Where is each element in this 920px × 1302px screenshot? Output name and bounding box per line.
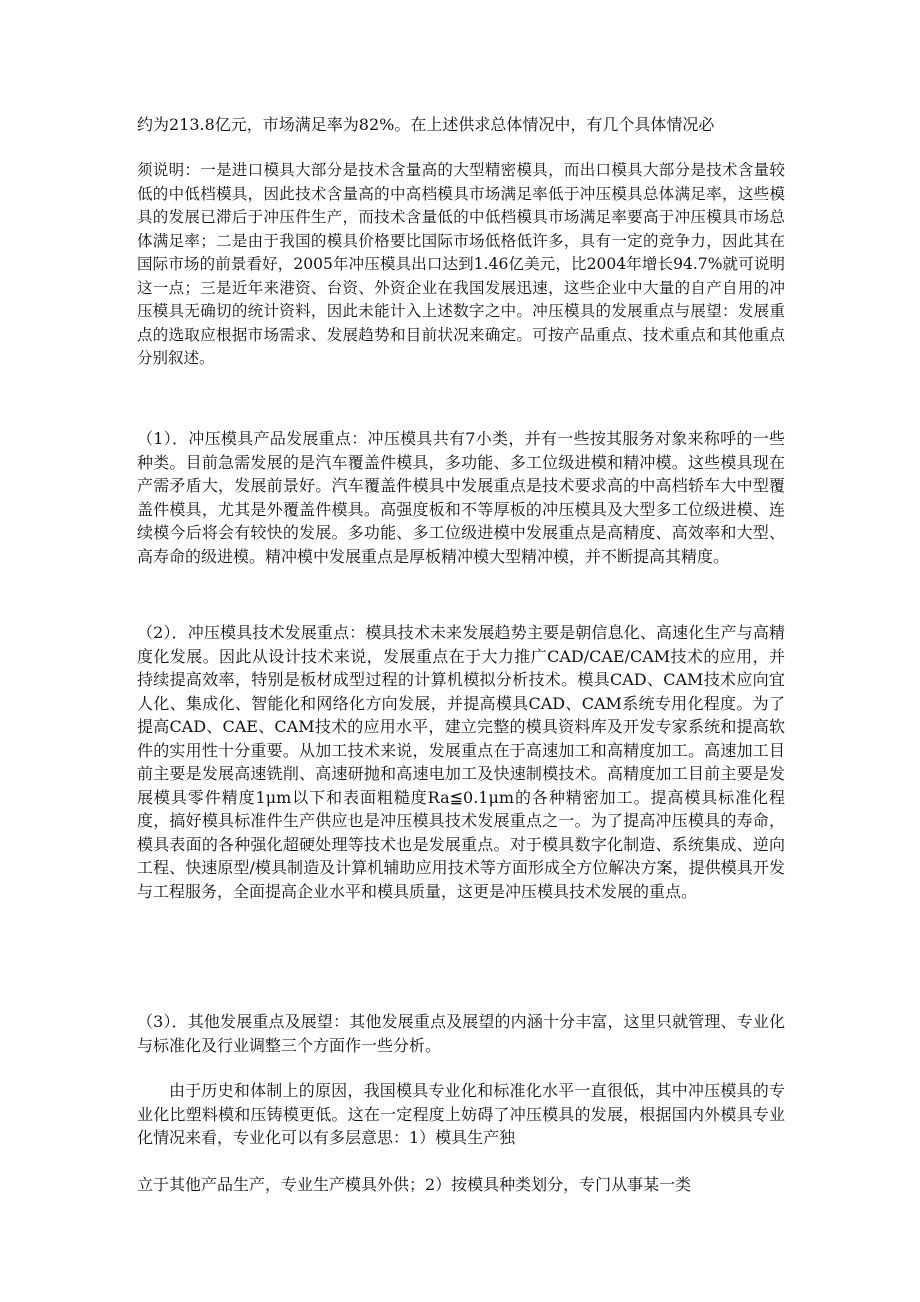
- paragraph-supply-demand-notes: 须说明：一是进口模具大部分是技术含量高的大型精密模具，而出口模具大部分是技术含量较低的中低档模具，因此技术含量高的中高档模具市场满足率低于冲压模具总体满足率，这些模具的发展已滞后于冲压件生产，而技术含量低的中低档模具市场满足率要高于冲压模具市场总体满足率；二是由于我国的模具价格要比国际市场低格低许多，具有一定的竞争力，因此其在国际市场的前景看好，2005年冲压模具出口达到1.46亿美元，比2004年增长94.7%就可说明这一点；三是近年来港资、台资、外资企业在我国发展迅速，这些企业中大量的自产自用的冲压模具无确切的统计资料，因此未能计入上述数字之中。冲压模具的发展重点与展望：发展重点的选取应根据市场需求、发展趋势和目前状况来确定。可按产品重点、技术重点和其他重点分别叙述。: [137, 161, 785, 367]
- paragraph-product-focus: （1）．冲压模具产品发展重点：冲压模具共有7小类，并有一些按其服务对象来称呼的一些种类。目前急需发展的是汽车覆盖件模具，多功能、多工位级进模和精冲模。这些模具现在产需矛盾大，发展前景好。汽车覆盖件模具中发展重点是技术要求高的中高档轿车大中型覆盖件模具，尤其是外覆盖件模具。高强度板和不等厚板的冲压模具及大型多工位级进模、连续模今后将会有较快的发展。多功能、多工位级进模中发展重点是高精度、高效率和大型、高寿命的级进模。精冲模中发展重点是厚板精冲模大型精冲模，并不断提高其精度。: [137, 429, 785, 566]
- paragraph-specialization-continued: 立于其他产品生产，专业生产模具外供；2）按模具种类划分，专门从事某一类: [137, 1175, 692, 1194]
- paragraph-technology-focus: （2）．冲压模具技术发展重点：模具技术未来发展趋势主要是朝信息化、高速化生产与高精度化发展。因此从设计技术来说，发展重点在于大力推广CAD/CAE/CAM技术的应用，并持续提高效率，特别是板材成型过程的计算机模拟分析技术。模具CAD、CAM技术应向宜人化、集成化、智能化和网络化方向发展，并提高模具CAD、CAM系统专用化程度。为了提高CAD、CAE、CAM技术的应用水平，建立完整的模具资料库及开发专家系统和提高软件的实用性十分重要。从加工技术来说，发展重点在于高速加工和高精度加工。高速加工目前主要是发展高速铣削、高速研抛和高速电加工及快速制模技术。高精度加工目前主要是发展模具零件精度1μm以下和表面粗糙度Ra≦0.1μm的各种精密加工。提高模具标准化程度，搞好模具标准件生产供应也是冲压模具技术发展重点之一。为了提高冲压模具的寿命，模具表面的各种强化超硬处理等技术也是发展重点。对于模具数字化制造、系统集成、逆向工程、快速原型/模具制造及计算机辅助应用技术等方面形成全方位解决方案，提供模具开发与工程服务，全面提高企业水平和模具质量，这更是冲压模具技术发展的重点。: [137, 623, 785, 901]
- paragraph-specialization: 由于历史和体制上的原因，我国模具专业化和标准化水平一直很低，其中冲压模具的专业化比塑料模和压铸模更低。这在一定程度上妨碍了冲压模具的发展，根据国内外模具专业化情况来看，专业化可以有多层意思：1）模具生产独: [137, 1081, 785, 1147]
- paragraph-market-intro: 约为213.8亿元，市场满足率为82%。在上述供求总体情况中，有几个具体情况必: [137, 115, 715, 134]
- paragraph-other-focus: （3）．其他发展重点及展望：其他发展重点及展望的内涵十分丰富，这里只就管理、专业化与标准化及行业调整三个方面作一些分析。: [137, 1012, 785, 1055]
